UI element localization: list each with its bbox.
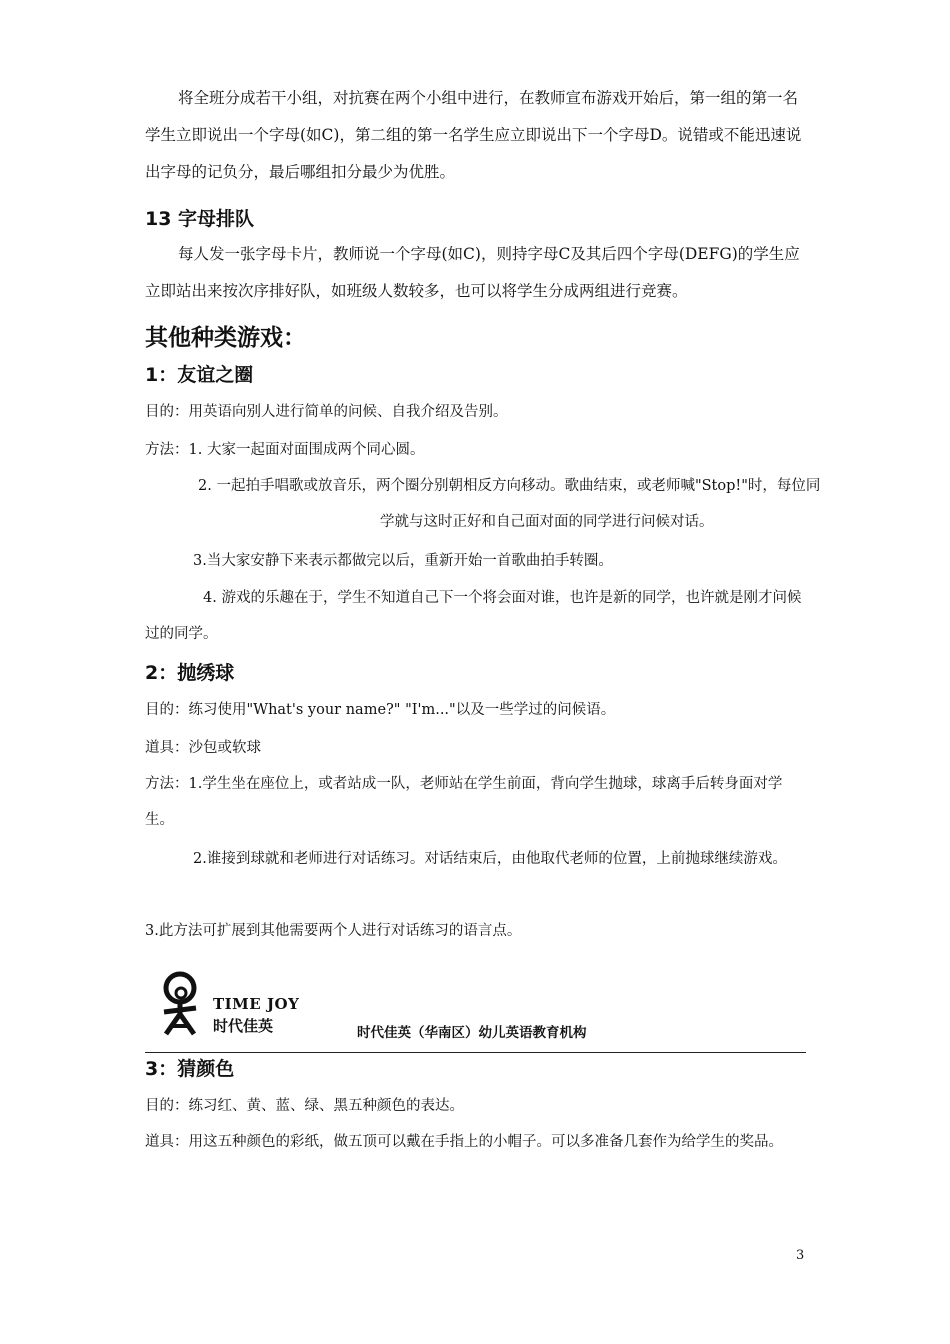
game1-method-2a: 2. 一起拍手唱歌或放音乐，两个圈分别朝相反方向移动。歌曲结束，或老师喊"Stop!"时，每位同 <box>198 478 821 494</box>
game1-method-4: 4. 游戏的乐趣在于，学生不知道自己下一个将会面对谁，也许是新的同学，也许就是刚才问候过的同学。 <box>145 590 802 642</box>
game2-title: 2：抛绣球 <box>145 662 235 684</box>
page-number: 3 <box>796 1248 805 1263</box>
game1-method-2b: 学就与这时正好和自己面对面的同学进行问候对话。 <box>380 514 714 530</box>
intro-paragraph: 将全班分成若干小组，对抗赛在两个小组中进行，在教师宣布游戏开始后，第一组的第一名学生立即说出一个字母(如C)，第二组的第一名学生应立即说出下一个字母D。说错或不能迅速说出字母的记负分，最后哪组扣分最少为优胜。 <box>145 89 802 181</box>
heading-letter-queue: 13 字母排队 <box>145 208 255 230</box>
header-divider <box>145 1052 806 1053</box>
game2-method-1: 方法：1.学生坐在座位上，或者站成一队，老师站在学生前面，背向学生抛球，球离手后转身面对学生。 <box>145 776 783 828</box>
game2-props: 道具：沙包或软球 <box>145 740 261 756</box>
heading-other-games: 其他种类游戏： <box>145 325 306 351</box>
letter-queue-paragraph: 每人发一张字母卡片，教师说一个字母(如C)，则持字母C及其后四个字母(DEFG)的学生应立即站出来按次序排好队，如班级人数较多，也可以将学生分成两组进行竞赛。 <box>145 245 800 300</box>
game1-method-1: 方法：1. 大家一起面对面围成两个同心圆。 <box>145 442 425 458</box>
game3-title: 3：猜颜色 <box>145 1058 235 1080</box>
game1-purpose: 目的：用英语向别人进行简单的问候、自我介绍及告别。 <box>145 404 508 420</box>
organization-name: 时代佳英（华南区）幼儿英语教育机构 <box>357 1025 587 1041</box>
game2-method-2: 2.谁接到球就和老师进行对话练习。对话结束后，由他取代老师的位置，上前抛球继续游戏。 <box>193 851 787 867</box>
game1-method-3: 3.当大家安静下来表示都做完以后，重新开始一首歌曲拍手转圈。 <box>193 553 613 569</box>
game2-method-3: 3.此方法可扩展到其他需要两个人进行对话练习的语言点。 <box>145 923 522 939</box>
game3-props: 道具：用这五种颜色的彩纸，做五顶可以戴在手指上的小帽子。可以多准备几套作为给学生的奖品。 <box>145 1134 783 1150</box>
game2-purpose: 目的：练习使用"What's your name?" "I'm..."以及一些学过的问候语。 <box>145 702 616 718</box>
game1-title: 1：友谊之圈 <box>145 364 254 386</box>
game3-purpose: 目的：练习红、黄、蓝、绿、黑五种颜色的表达。 <box>145 1098 464 1114</box>
logo-chinese-text: 时代佳英 <box>213 1017 274 1035</box>
logo-english-text: TIME JOY <box>213 995 300 1013</box>
